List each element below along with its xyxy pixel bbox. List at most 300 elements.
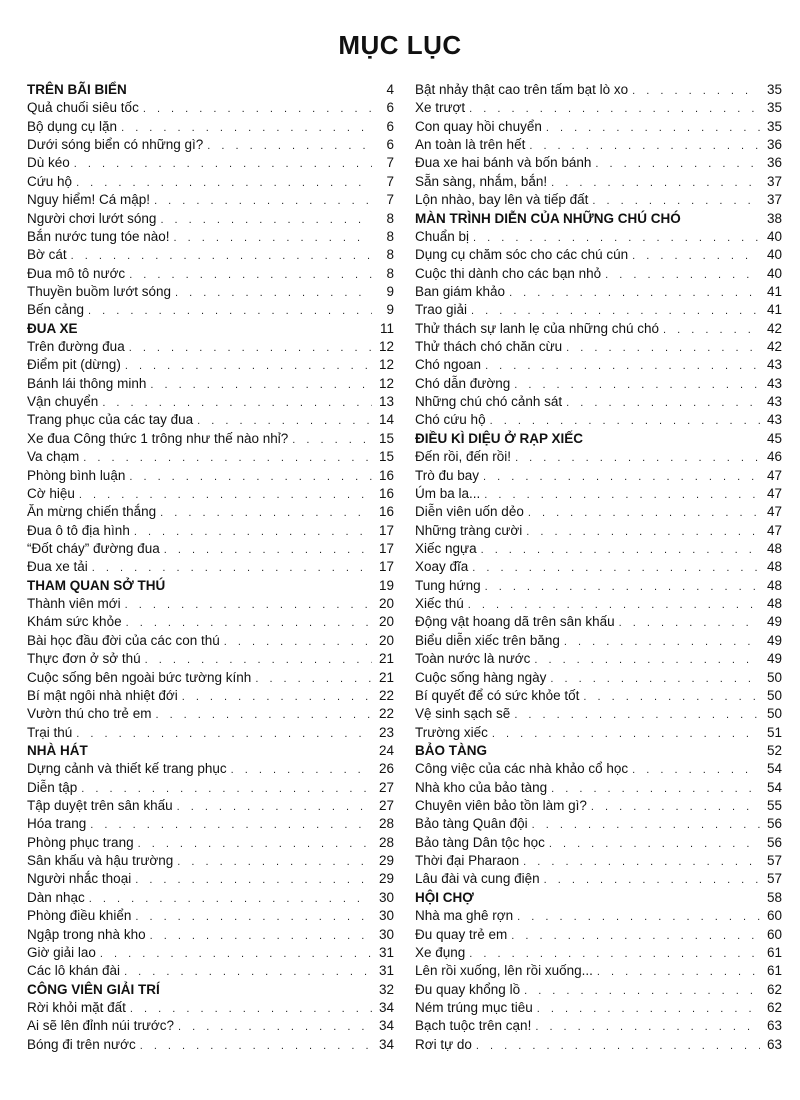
entry-title: Đu quay trẻ em: [415, 926, 508, 942]
page-number: 7: [386, 155, 394, 171]
section-title: NHÀ HÁT: [27, 742, 88, 758]
entry-title: Bài học đầu đời của các con thú: [27, 632, 220, 648]
entry-title: Bảo tàng Quân đội: [415, 816, 528, 832]
page-number: 52: [766, 742, 782, 758]
page-number: 41: [766, 283, 782, 299]
entry-title: Khám sức khỏe: [27, 614, 122, 630]
page-number: 47: [766, 467, 782, 483]
toc-entry: [415, 448, 782, 466]
entry-title: Bí mật ngôi nhà nhiệt đới: [27, 687, 178, 703]
page-number: 26: [378, 761, 394, 777]
page-number: 37: [766, 192, 782, 208]
toc-entry: [415, 779, 782, 797]
entry-title: Chuyên viên bảo tồn làm gì?: [415, 798, 587, 814]
entry-title: Thử thách chó chăn cừu: [415, 339, 563, 355]
toc-entry: [27, 411, 394, 429]
dot-leader: [74, 155, 372, 173]
dot-leader: [150, 927, 372, 945]
entry-title: Thành viên mới: [27, 596, 121, 612]
entry-title: Người chơi lướt sóng: [27, 210, 157, 226]
page-number: 35: [766, 100, 782, 116]
toc-entry: [27, 301, 394, 319]
toc-entry: [27, 632, 394, 650]
dot-leader: [511, 927, 760, 945]
entry-title: Dụng cụ chăm sóc cho các chú cún: [415, 247, 629, 263]
toc-entry: [27, 338, 394, 356]
section-title: BẢO TÀNG: [415, 742, 487, 758]
section-title: MÀN TRÌNH DIỄN CỦA NHỮNG CHÚ CHÓ: [415, 210, 681, 226]
dot-leader: [174, 229, 373, 247]
dot-leader: [129, 468, 372, 486]
entry-title: Động vật hoang dã trên sân khấu: [415, 614, 615, 630]
toc-section-heading: [27, 320, 394, 338]
page-number: 6: [386, 100, 394, 116]
page-number: 50: [766, 687, 782, 703]
toc-entry: [415, 246, 782, 264]
toc-entry: [415, 632, 782, 650]
page-number: 16: [378, 504, 394, 520]
dot-leader: [549, 835, 760, 853]
page-number: 48: [766, 596, 782, 612]
page-number: 55: [766, 798, 782, 814]
page-number: 31: [378, 944, 394, 960]
page-number: 41: [766, 302, 782, 318]
toc-entry: [415, 1036, 782, 1054]
page-number: 9: [386, 283, 394, 299]
toc-entry: [27, 669, 394, 687]
toc-entry: [27, 448, 394, 466]
toc-entry: [415, 981, 782, 999]
toc-entry: [27, 356, 394, 374]
page-number: 45: [766, 430, 782, 446]
toc-entry: [27, 724, 394, 742]
page-number: 63: [766, 1018, 782, 1034]
toc-entry: [27, 173, 394, 191]
dot-leader: [83, 449, 372, 467]
page-number: 40: [766, 228, 782, 244]
entry-title: Ban giám khảo: [415, 283, 506, 299]
dot-leader: [550, 670, 760, 688]
dot-leader: [526, 523, 760, 541]
entry-title: Đua xe hai bánh và bốn bánh: [415, 155, 592, 171]
entry-title: Diễn viên uốn dẻo: [415, 504, 524, 520]
dot-leader: [150, 376, 372, 394]
toc-entry: [27, 1036, 394, 1054]
page-number: 27: [378, 779, 394, 795]
entry-title: Thực đơn ở sở thú: [27, 651, 141, 667]
entry-title: Xiếc ngựa: [415, 540, 477, 556]
toc-section-heading: [27, 981, 394, 999]
dot-leader: [544, 871, 760, 889]
entry-title: Bộ dụng cụ lặn: [27, 118, 118, 134]
page-number: 12: [378, 339, 394, 355]
page-number: 17: [378, 559, 394, 575]
entry-title: Vệ sinh sạch sẽ: [415, 706, 511, 722]
page-number: 60: [766, 926, 782, 942]
entry-title: Ai sẽ lên đỉnh núi trước?: [27, 1018, 174, 1034]
dot-leader: [121, 119, 372, 137]
dot-leader: [124, 963, 372, 981]
entry-title: Đu quay khổng lồ: [415, 981, 521, 997]
dot-leader: [564, 633, 760, 651]
page-number: 48: [766, 559, 782, 575]
entry-title: Thời đại Pharaon: [415, 853, 520, 869]
page-number: 15: [378, 449, 394, 465]
entry-title: Lộn nhào, bay lên và tiếp đất: [415, 192, 589, 208]
toc-entry: [27, 558, 394, 576]
toc-entry: [415, 522, 782, 540]
toc-entry: [27, 650, 394, 668]
page-number: 7: [386, 173, 394, 189]
toc-entry: [27, 834, 394, 852]
dot-leader: [92, 559, 372, 577]
dot-leader: [663, 321, 760, 339]
toc-column-right: [415, 81, 782, 1054]
page-number: 16: [378, 485, 394, 501]
page-number: 37: [766, 173, 782, 189]
dot-leader: [129, 339, 372, 357]
page-number: 11: [379, 320, 394, 336]
toc-entry: [415, 650, 782, 668]
dot-leader: [130, 1000, 372, 1018]
dot-leader: [632, 247, 760, 265]
page-number: 6: [386, 137, 394, 153]
page-number: 43: [766, 357, 782, 373]
entry-title: Dù kéo: [27, 155, 70, 171]
toc-entry: [415, 375, 782, 393]
toc-section-heading: [27, 81, 394, 99]
entry-title: Va chạm: [27, 449, 80, 465]
dot-leader: [135, 908, 372, 926]
page-number: 49: [766, 651, 782, 667]
page-number: 54: [766, 779, 782, 795]
entry-title: Phòng điều khiển: [27, 908, 132, 924]
toc-entry: [27, 210, 394, 228]
entry-title: Thuyền buồm lướt sóng: [27, 283, 171, 299]
page-title: MỤC LỤC: [338, 30, 462, 60]
toc-entry: [27, 852, 394, 870]
entry-title: Trại thú: [27, 724, 73, 740]
dot-leader: [632, 761, 760, 779]
dot-leader: [517, 908, 760, 926]
dot-leader: [632, 82, 760, 100]
page-number: 4: [386, 82, 394, 97]
toc-entry: [27, 522, 394, 540]
dot-leader: [125, 357, 372, 375]
toc-entry: [415, 907, 782, 925]
page-number: 34: [378, 999, 394, 1015]
page-number: 62: [766, 999, 782, 1015]
toc-entry: [415, 760, 782, 778]
dot-leader: [551, 780, 760, 798]
entry-title: Người nhắc thoại: [27, 871, 132, 887]
page-number: 29: [378, 853, 394, 869]
dot-leader: [597, 963, 760, 981]
toc-entry: [415, 173, 782, 191]
page-number: 7: [386, 192, 394, 208]
toc-entry: [415, 852, 782, 870]
toc-entry: [415, 320, 782, 338]
page-number: 42: [766, 320, 782, 336]
dot-leader: [492, 725, 760, 743]
page-number: 54: [766, 761, 782, 777]
entry-title: Cờ hiệu: [27, 485, 75, 501]
entry-title: Phòng bình luận: [27, 467, 126, 483]
dot-leader: [566, 394, 760, 412]
entry-title: Bảo tàng Dân tộc học: [415, 834, 545, 850]
toc-entry: [27, 926, 394, 944]
toc-entry: [415, 503, 782, 521]
toc-entry: [415, 540, 782, 558]
page-number: 61: [766, 944, 782, 960]
dot-leader: [160, 504, 372, 522]
entry-title: Những tràng cười: [415, 522, 523, 538]
toc-entry: [27, 944, 394, 962]
page-number: 16: [378, 467, 394, 483]
page-number: 17: [378, 522, 394, 538]
page-number: 28: [378, 834, 394, 850]
dot-leader: [197, 412, 372, 430]
dot-leader: [89, 890, 372, 908]
entry-title: Bạch tuộc trên cạn!: [415, 1018, 532, 1034]
entry-title: Xe đụng: [415, 944, 466, 960]
toc-entry: [27, 393, 394, 411]
page-number: 34: [378, 1036, 394, 1052]
entry-title: An toàn là trên hết: [415, 137, 526, 153]
dot-leader: [134, 523, 372, 541]
section-title: CÔNG VIÊN GIẢI TRÍ: [27, 981, 160, 997]
page-number: 8: [386, 247, 394, 263]
toc-entry: [27, 136, 394, 154]
dot-leader: [140, 1037, 372, 1055]
page-number: 30: [378, 926, 394, 942]
dot-leader: [535, 1018, 760, 1036]
dot-leader: [292, 431, 372, 449]
toc-entry: [27, 154, 394, 172]
dot-leader: [509, 284, 760, 302]
page-number: 28: [378, 816, 394, 832]
page-number: 40: [766, 247, 782, 263]
toc-entry: [27, 265, 394, 283]
entry-title: Bờ cát: [27, 247, 67, 263]
toc-entry: [27, 1017, 394, 1035]
entry-title: Bắn nước tung tóe nào!: [27, 228, 170, 244]
page-number: 60: [766, 908, 782, 924]
entry-title: Bến cảng: [27, 302, 85, 318]
page-number: 19: [378, 577, 394, 593]
page-number: 22: [378, 687, 394, 703]
toc-entry: [27, 760, 394, 778]
toc-entry: [415, 81, 782, 99]
dot-leader: [207, 137, 372, 155]
toc-entry: [415, 191, 782, 209]
toc-entry: [415, 485, 782, 503]
toc-entry: [27, 999, 394, 1017]
toc-entry: [27, 870, 394, 888]
dot-leader: [182, 688, 372, 706]
toc-entry: [415, 999, 782, 1017]
dot-leader: [160, 211, 372, 229]
toc-entry: [415, 467, 782, 485]
entry-title: Quả chuối siêu tốc: [27, 100, 139, 116]
dot-leader: [76, 725, 372, 743]
dot-leader: [81, 780, 372, 798]
page-number: 15: [378, 430, 394, 446]
entry-title: Cứu hộ: [27, 173, 73, 189]
dot-leader: [71, 247, 372, 265]
dot-leader: [605, 266, 760, 284]
page-number: 35: [766, 118, 782, 134]
dot-leader: [231, 761, 372, 779]
toc-entry: [27, 118, 394, 136]
entry-title: Các lô khán đài: [27, 963, 121, 979]
toc-entry: [27, 99, 394, 117]
page-number: 63: [766, 1036, 782, 1052]
page-number: 62: [766, 981, 782, 997]
entry-title: Đua xe tải: [27, 559, 88, 575]
entry-title: Dựng cảnh và thiết kế trang phục: [27, 761, 227, 777]
page-number: 22: [378, 706, 394, 722]
entry-title: Vườn thú cho trẻ em: [27, 706, 152, 722]
entry-title: Hóa trang: [27, 816, 87, 832]
dot-leader: [529, 137, 760, 155]
dot-leader: [528, 504, 760, 522]
page-number: 31: [378, 963, 394, 979]
entry-title: Bật nhảy thật cao trên tấm bạt lò xo: [415, 82, 629, 97]
entry-title: Nguy hiểm! Cá mập!: [27, 192, 151, 208]
entry-title: Xe trượt: [415, 100, 466, 116]
toc-entry: [27, 687, 394, 705]
entry-title: Ngập trong nhà kho: [27, 926, 146, 942]
section-title: ĐUA XE: [27, 320, 78, 336]
entry-title: Bóng đi trên nước: [27, 1036, 136, 1052]
toc-entry: [415, 411, 782, 429]
dot-leader: [255, 670, 372, 688]
entry-title: Giờ giải lao: [27, 944, 96, 960]
page-number: 6: [386, 118, 394, 134]
page-number: 50: [766, 706, 782, 722]
toc-entry: [27, 228, 394, 246]
page-number: 8: [386, 210, 394, 226]
entry-title: Trường xiếc: [415, 724, 488, 740]
toc-section-heading: [415, 742, 782, 760]
toc-entry: [415, 834, 782, 852]
toc-entry: [415, 301, 782, 319]
entry-title: Ném trúng mục tiêu: [415, 999, 533, 1015]
page-number: 20: [378, 632, 394, 648]
page-number: 27: [378, 798, 394, 814]
dot-leader: [224, 633, 372, 651]
toc-entry: [415, 962, 782, 980]
dot-leader: [469, 100, 760, 118]
page-number: 24: [378, 742, 394, 758]
page-number: 58: [766, 889, 782, 905]
entry-title: Trang phục của các tay đua: [27, 412, 194, 428]
toc-entry: [415, 926, 782, 944]
toc-entry: [27, 467, 394, 485]
page-number: 21: [378, 669, 394, 685]
toc-entry: [27, 430, 394, 448]
dot-leader: [591, 798, 760, 816]
page-number: 43: [766, 394, 782, 410]
dot-leader: [88, 302, 372, 320]
toc-entry: [27, 485, 394, 503]
dot-leader: [551, 174, 760, 192]
entry-title: Diễn tập: [27, 779, 78, 795]
dot-leader: [100, 945, 372, 963]
toc-entry: [415, 797, 782, 815]
page-number: 40: [766, 265, 782, 281]
dot-leader: [138, 835, 372, 853]
toc-entry: [415, 265, 782, 283]
page-number: 13: [378, 394, 394, 410]
entry-title: Dưới sóng biển có những gì?: [27, 137, 204, 153]
page-number: 23: [378, 724, 394, 740]
page-number: 43: [766, 375, 782, 391]
toc-column-left: [27, 81, 394, 1054]
entry-title: Lên rồi xuống, lên rồi xuống...: [415, 963, 593, 979]
page-number: 36: [766, 155, 782, 171]
dot-leader: [102, 394, 372, 412]
entry-title: Lâu đài và cung điện: [415, 871, 540, 887]
dot-leader: [145, 651, 372, 669]
entry-title: Biểu diễn xiếc trên băng: [415, 632, 560, 648]
dot-leader: [532, 816, 760, 834]
toc-section-heading: [415, 210, 782, 228]
dot-leader: [90, 816, 372, 834]
toc-entry: [415, 338, 782, 356]
toc-entry: [27, 907, 394, 925]
entry-title: Rơi tự do: [415, 1036, 472, 1052]
page-number: 56: [766, 834, 782, 850]
page-number: 32: [378, 981, 394, 997]
page-number: 42: [766, 339, 782, 355]
toc-entry: [27, 613, 394, 631]
page-number: 30: [378, 908, 394, 924]
toc-entry: [27, 815, 394, 833]
dot-leader: [154, 192, 372, 210]
dot-leader: [126, 614, 372, 632]
toc-entry: [27, 540, 394, 558]
toc-entry: [415, 595, 782, 613]
entry-title: Ăn mừng chiến thắng: [27, 504, 157, 520]
entry-title: Úm ba la...: [415, 485, 481, 501]
entry-title: Đua ô tô địa hình: [27, 522, 130, 538]
page-number: 49: [766, 632, 782, 648]
toc-entry: [27, 283, 394, 301]
dot-leader: [566, 339, 760, 357]
dot-leader: [514, 376, 760, 394]
toc-entry: [415, 1017, 782, 1035]
page-number: 12: [378, 375, 394, 391]
toc-entry: [415, 228, 782, 246]
page-number: 49: [766, 614, 782, 630]
dot-leader: [534, 651, 760, 669]
toc-entry: [415, 613, 782, 631]
page-number: 20: [378, 596, 394, 612]
toc-entry: [27, 595, 394, 613]
page-number: 47: [766, 522, 782, 538]
dot-leader: [490, 412, 760, 430]
page-number: 8: [386, 265, 394, 281]
toc-entry: [415, 669, 782, 687]
dot-leader: [471, 302, 760, 320]
section-title: TRÊN BÃI BIỂN: [27, 82, 127, 97]
toc-entry: [27, 503, 394, 521]
dot-leader: [155, 706, 372, 724]
dot-leader: [164, 541, 372, 559]
page-number: 34: [378, 1018, 394, 1034]
